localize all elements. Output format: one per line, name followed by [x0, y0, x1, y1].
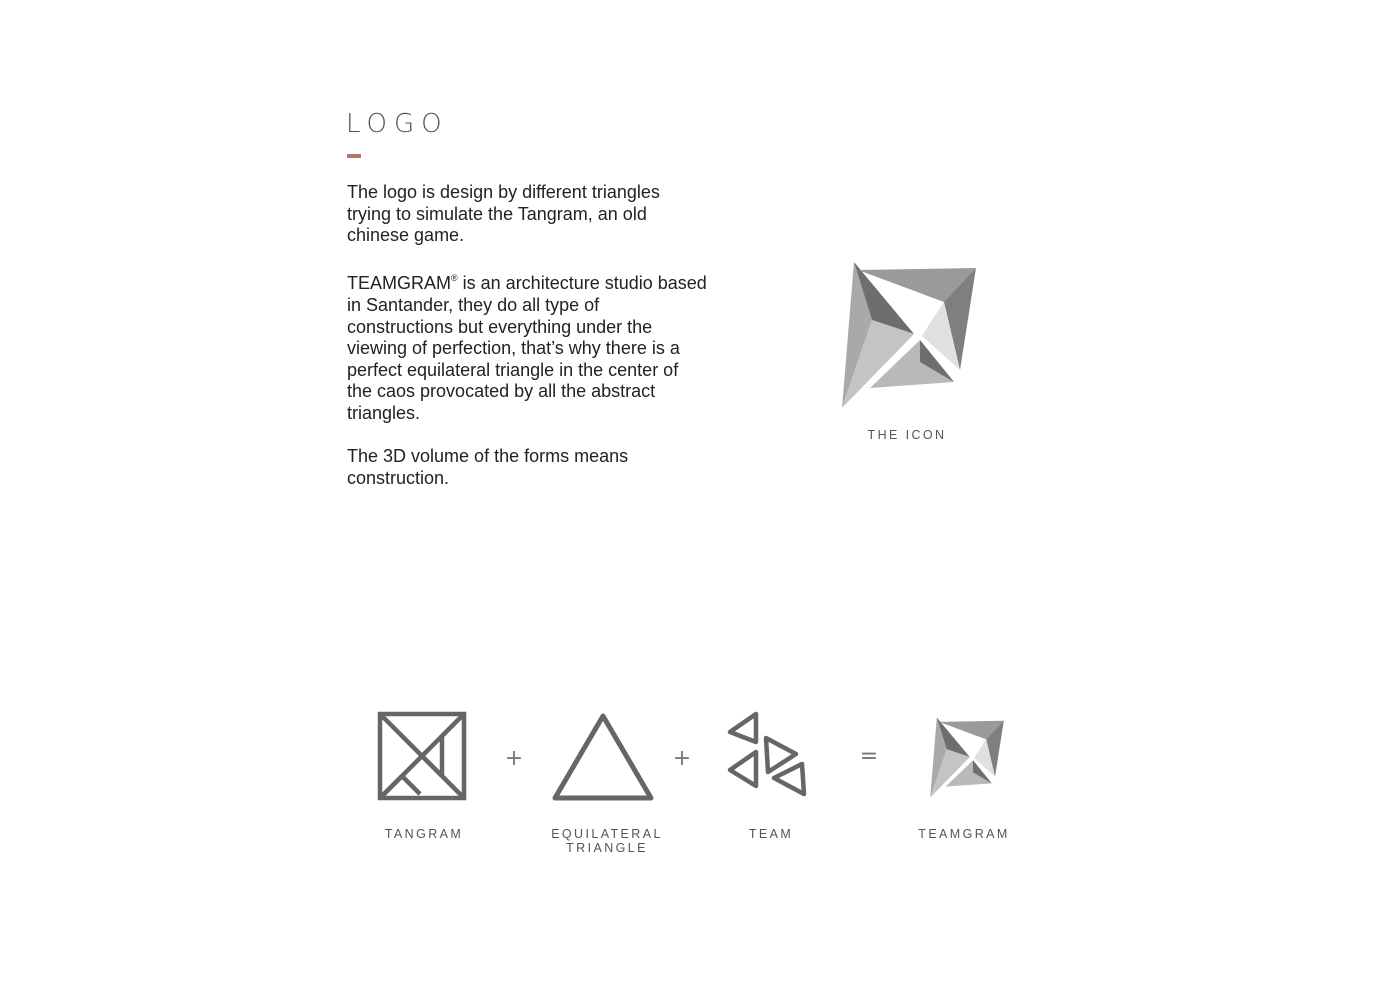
- page-title: LOGO: [346, 109, 449, 139]
- paragraph-3d: The 3D volume of the forms means construction.: [347, 446, 629, 488]
- team-caption: TEAM: [748, 827, 794, 841]
- equals-sign: =: [859, 744, 879, 769]
- team-triangles-icon: [724, 710, 808, 800]
- tangram-caption: TANGRAM: [384, 827, 464, 841]
- equilateral-triangle-icon: [551, 710, 655, 802]
- description: [347, 182, 707, 511]
- plus-sign: +: [672, 746, 692, 771]
- teamgram-logo-icon: [928, 714, 1006, 800]
- plus-sign: +: [504, 746, 524, 771]
- equilateral-triangle-caption: [537, 827, 677, 855]
- caption-line-2: TRIANGLE: [566, 841, 648, 855]
- registered-mark: ®: [451, 273, 458, 284]
- paragraph-studio-text: is an architecture studio based in Santander, they do all type of constructions but everything under the viewing of perfection, that’s why there is a perfect equilateral triangle in the center of the caos provocated by all the abstract triangles.: [347, 273, 707, 423]
- teamgram-caption: TEAMGRAM: [918, 827, 1010, 841]
- icon-caption: THE ICON: [867, 428, 947, 442]
- paragraph-tangram: The logo is design by different triangles trying to simulate the Tangram, an old chinese game.: [347, 182, 660, 246]
- paragraph-studio: [347, 268, 707, 424]
- teamgram-logo-icon: [838, 258, 980, 410]
- tangram-square-icon: [376, 710, 468, 802]
- caption-line-1: EQUILATERAL: [551, 827, 663, 841]
- title-accent-bar: [347, 154, 361, 158]
- brand-name: TEAMGRAM: [347, 273, 452, 294]
